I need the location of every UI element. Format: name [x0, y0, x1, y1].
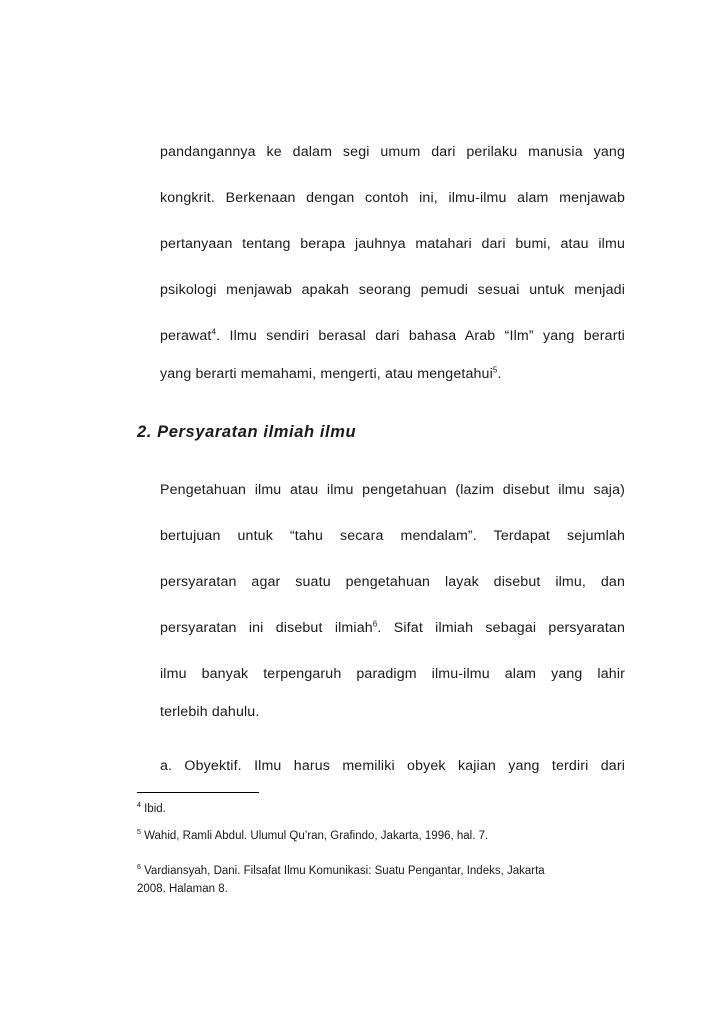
footnote-number: 4	[137, 802, 141, 810]
footnote-text: Wahid, Ramli Abdul. Ulumul Qu’ran, Grafindo, Jakarta, 1996, hal. 7.	[144, 830, 489, 842]
section-heading: 2. Persyaratan ilmiah ilmu	[137, 423, 357, 441]
section-2-line-1: Pengetahuan ilmu atau ilmu pengetahuan (lazim disebut ilmu saja)	[160, 482, 625, 498]
paragraph-1-line-1: pandangannya ke dalam segi umum dari perilaku manusia yang	[160, 144, 625, 160]
line-5-text-start: perawat	[160, 328, 212, 344]
line-5-text-end: . Ilmu sendiri berasal dari bahasa Arab “Ilm” yang berarti	[216, 328, 625, 344]
footnote-ref-6: 6	[372, 619, 378, 629]
paragraph-1-line-5	[160, 327, 625, 345]
footnote-ref-5: 5	[492, 365, 498, 375]
section-2-line-2: bertujuan untuk “tahu secara mendalam”. Terdapat sejumlah	[160, 528, 625, 544]
list-item-a: a. Obyektif. Ilmu harus memiliki obyek kajian yang terdiri dari	[160, 758, 625, 774]
line-6-text-end: .	[497, 366, 502, 382]
line-4-text-start: persyaratan ini disebut ilmiah	[160, 620, 373, 636]
footnote-text: Vardiansyah, Dani. Filsafat Ilmu Komunikasi: Suatu Pengantar, Indeks, Jakarta	[144, 865, 545, 877]
footnote-5	[137, 827, 488, 845]
paragraph-1-line-3: pertanyaan tentang berapa jauhnya matahari dari bumi, atau ilmu	[160, 236, 625, 252]
footnote-number: 5	[137, 829, 141, 837]
paragraph-1-line-4: psikologi menjawab apakah seorang pemudi sesuai untuk menjadi	[160, 282, 625, 298]
footnote-divider	[137, 792, 259, 793]
paragraph-1-line-6	[160, 365, 625, 383]
line-6-text-start: yang berarti memahami, mengerti, atau mengetahui	[160, 366, 493, 382]
line-4-text-end: . Sifat ilmiah sebagai persyaratan	[377, 620, 626, 636]
footnote-number: 6	[137, 864, 141, 872]
footnote-ref-4: 4	[211, 327, 217, 337]
footnote-6-continued: 2008. Halaman 8.	[137, 883, 228, 895]
section-2-line-6: terlebih dahulu.	[160, 704, 260, 720]
footnote-6	[137, 862, 545, 880]
section-2-line-4	[160, 619, 625, 637]
section-2-line-5: ilmu banyak terpengaruh paradigm ilmu-ilmu alam yang lahir	[160, 666, 625, 682]
paragraph-1-line-2: kongkrit. Berkenaan dengan contoh ini, ilmu-ilmu alam menjawab	[160, 190, 625, 206]
footnote-text: Ibid.	[144, 803, 166, 815]
section-2-line-3: persyaratan agar suatu pengetahuan layak disebut ilmu, dan	[160, 574, 625, 590]
footnote-4	[137, 800, 166, 818]
